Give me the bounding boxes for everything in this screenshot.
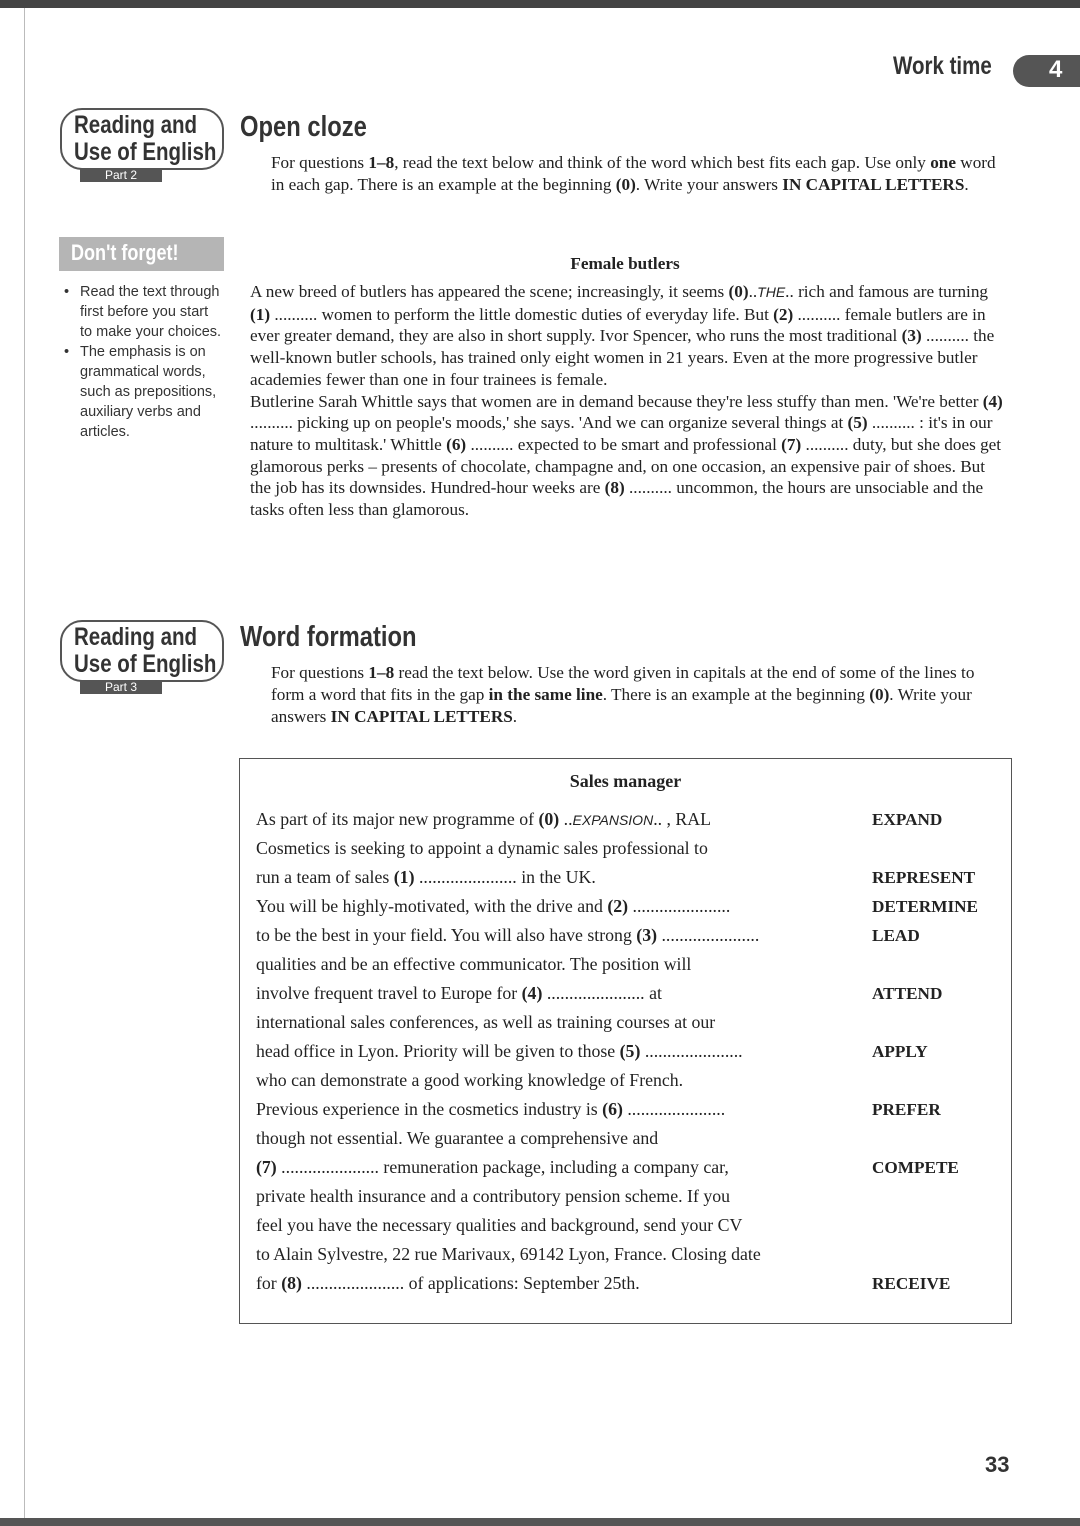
wf-text-line: You will be highly-motivated, with the drive and (2) ...................... (256, 896, 731, 916)
wf-stem-word: LEAD (872, 926, 920, 945)
wf-stem-word: COMPETE (872, 1158, 959, 1177)
wf-text-line: who can demonstrate a good working knowledge of French. (256, 1070, 684, 1090)
tip-item: • Read the text through first before you start to make your choices. (64, 282, 224, 342)
part3-panel (60, 620, 224, 694)
word-formation-instructions: For questions 1–8 read the text below. Use the word given in capitals at the end of some of the lines to form a word that fits in the gap in the same line. There is an example at the beginning (0). Write your answers IN CAPITAL LETTERS. (271, 663, 975, 726)
wf-text-line: head office in Lyon. Priority will be given to those (5) ...................... (256, 1041, 743, 1061)
dont-forget-box (59, 237, 224, 271)
open-cloze-title: Open cloze (240, 111, 367, 143)
part3-panel-line1: Reading and (74, 623, 198, 651)
word-formation-title: Word formation (240, 621, 417, 653)
wf-text-line: to Alain Sylvestre, 22 rue Marivaux, 69142 Lyon, France. Closing date (256, 1244, 761, 1264)
wf-text-line: to be the best in your field. You will also have strong (3) ...................... (256, 925, 760, 945)
wf-text-title: Sales manager (569, 771, 682, 791)
tip-item: • The emphasis is on grammatical words, such as prepositions, auxiliary verbs and articles. (64, 342, 224, 442)
wf-stem-word: PREFER (872, 1100, 941, 1119)
unit-badge (1013, 55, 1080, 87)
wf-text-line: run a team of sales (1) ...................... in the UK. (256, 867, 596, 887)
cloze-paragraph-2: Butlerine Sarah Whittle says that women are in demand because they're less stuffy than men. 'We're better (4) .......... picking up on people's moods,' she says. 'And we can organize several things at (5) .......... : it's in our nature to multitask.' Whittle (6) .......... expected to be smart and professional (7) .......... duty, but she does get glamorous perks – presents of chocolate, champagne and, on one occasion, an expensive pair of shoes. But the job has its downsides. Hundred-hour weeks are (8) .......... uncommon, the hours are unsociable and the tasks often less than glamorous. (250, 391, 1003, 520)
wf-stem-word: REPRESENT (872, 868, 976, 887)
unit-number: 4 (1049, 56, 1063, 83)
cloze-paragraph-1: A new breed of butlers has appeared the scene; increasingly, it seems (0)..THE.. rich and famous are turning (1) .......... women to perform the little domestic duties of everyday life. But (2) .......... female butlers are in ever greater demand, they are also in short supply. Ivor Spencer, who runs the most traditional (3) .......... the well-known butler schools, has trained only eight women in 21 years. Even at the more progressive butler academies fewer than one in four trainees is female. (250, 282, 995, 389)
wf-text-line: Cosmetics is seeking to appoint a dynamic sales professional to (256, 838, 708, 858)
binding-line (24, 8, 25, 1518)
cloze-text-title: Female butlers (570, 254, 680, 273)
tips-list (64, 282, 224, 442)
bottom-border (0, 1518, 1080, 1526)
dont-forget-title: Don't forget! (71, 240, 179, 265)
wf-stem-word: RECEIVE (872, 1274, 951, 1293)
wf-text-line: for (8) ...................... of applications: September 25th. (256, 1273, 640, 1293)
wf-text-line: involve frequent travel to Europe for (4) ...................... at (256, 983, 662, 1003)
wf-stem-word: DETERMINE (872, 897, 979, 916)
part3-label: Part 3 (80, 680, 162, 694)
wf-stem-word: EXPAND (872, 810, 943, 829)
wf-text-line: qualities and be an effective communicator. The position will (256, 954, 692, 974)
part2-panel (60, 108, 224, 182)
wf-stem-word: APPLY (872, 1042, 928, 1061)
wf-stem-word: ATTEND (872, 984, 943, 1003)
unit-title: Work time (893, 52, 992, 80)
wf-text-line: international sales conferences, as well as training courses at our (256, 1012, 716, 1032)
wf-text-line: feel you have the necessary qualities and background, send your CV (256, 1215, 743, 1235)
top-border (0, 0, 1080, 8)
part2-panel-line1: Reading and (74, 111, 198, 139)
open-cloze-instructions: For questions 1–8, read the text below and think of the word which best fits each gap. Use only one word in each gap. There is an example at the beginning (0). Write your answers IN CAPITAL LETTERS. (271, 153, 996, 194)
wf-text-line: private health insurance and a contributory pension scheme. If you (256, 1186, 731, 1206)
part3-panel-line2: Use of English (74, 650, 217, 678)
wf-text-line: As part of its major new programme of (0) ..EXPANSION.. , RAL (256, 809, 711, 829)
wf-text-line: Previous experience in the cosmetics industry is (6) ...................... (256, 1099, 726, 1119)
part2-panel-title (74, 112, 216, 166)
page-number: 33 (985, 1452, 1010, 1477)
cloze-text (250, 281, 1005, 521)
part2-label: Part 2 (80, 168, 162, 182)
wf-text-line: (7) ...................... remuneration package, including a company car, (256, 1157, 729, 1177)
part2-panel-line2: Use of English (74, 138, 217, 166)
word-formation-box (239, 758, 1012, 1324)
part3-panel-title (74, 624, 216, 678)
wf-text-line: though not essential. We guarantee a comprehensive and (256, 1128, 659, 1148)
